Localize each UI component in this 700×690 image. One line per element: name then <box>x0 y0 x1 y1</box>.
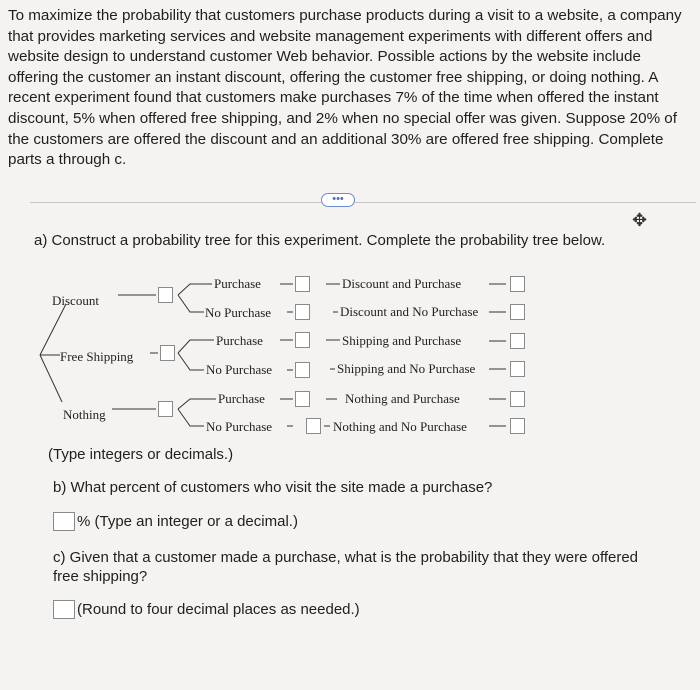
part-c-answer-input[interactable] <box>53 600 75 619</box>
outcome-no-purchase-1: No Purchase <box>205 305 272 320</box>
discount-purchase-prob-input[interactable] <box>295 276 310 292</box>
outcome-no-purchase-2: No Purchase <box>206 362 273 377</box>
part-b-answer-input[interactable] <box>53 512 75 531</box>
joint-label-3: Shipping and Purchase <box>342 333 462 348</box>
outcome-purchase-2: Purchase <box>216 333 263 348</box>
part-c-prompt: c) Given that a customer made a purchase, what is the probability that they were offered free shipping? <box>53 549 639 585</box>
part-b-answer-row <box>53 512 298 531</box>
discount-no-purchase-prob-input[interactable] <box>295 304 310 320</box>
joint-label-4: Shipping and No Purchase <box>337 361 476 376</box>
part-b-prompt: b) What percent of customers who visit the site made a purchase? <box>53 479 493 496</box>
more-options-button[interactable]: ••• <box>321 193 355 207</box>
part-a-prompt: a) Construct a probability tree for this experiment. Complete the probability tree below. <box>34 232 606 249</box>
shipping-prob-input[interactable] <box>160 345 175 361</box>
joint-shipping-purchase-input[interactable] <box>510 333 525 349</box>
type-note: (Type integers or decimals.) <box>48 446 234 463</box>
joint-label-2: Discount and No Purchase <box>340 304 479 319</box>
joint-label-6: Nothing and No Purchase <box>333 419 467 434</box>
outcome-purchase-3: Purchase <box>218 391 265 406</box>
branch-free-shipping: Free Shipping <box>60 349 134 364</box>
nothing-prob-input[interactable] <box>158 401 173 417</box>
joint-nothing-purchase-input[interactable] <box>510 391 525 407</box>
discount-prob-input[interactable] <box>158 287 173 303</box>
joint-nothing-no-purchase-input[interactable] <box>510 418 525 434</box>
branch-discount: Discount <box>52 293 99 308</box>
joint-discount-no-purchase-input[interactable] <box>510 304 525 320</box>
shipping-purchase-prob-input[interactable] <box>295 332 310 348</box>
nothing-purchase-prob-input[interactable] <box>295 391 310 407</box>
problem-statement: To maximize the probability that customers purchase products during a visit to a website, a company that provides marketing services and website management experiments with different offers and website design to understand customer Web behavior. Possible actions by the website include offering the customer an instant discount, offering the customer free shipping, or doing nothing. A recent experiment found that customers make purchases 7% of the time when offered the instant discount, 5% when offered free shipping, and 2% when no special offer was given. Suppose 20% of the customers are offered the discount and an additional 30% are offered free shipping. Complete parts a through c. <box>8 7 682 169</box>
move-icon[interactable]: ✥ <box>632 210 648 230</box>
shipping-no-purchase-prob-input[interactable] <box>295 362 310 378</box>
part-b-suffix: % (Type an integer or a decimal.) <box>77 513 298 530</box>
joint-discount-purchase-input[interactable] <box>510 276 525 292</box>
part-c-answer-row <box>53 600 360 619</box>
outcome-no-purchase-3: No Purchase <box>206 419 273 434</box>
outcome-purchase-1: Purchase <box>214 276 261 291</box>
part-c-suffix: (Round to four decimal places as needed.) <box>77 601 360 618</box>
joint-label-5: Nothing and Purchase <box>345 391 460 406</box>
joint-shipping-no-purchase-input[interactable] <box>510 361 525 377</box>
branch-nothing: Nothing <box>63 407 106 422</box>
nothing-no-purchase-prob-input[interactable] <box>306 418 321 434</box>
joint-label-1: Discount and Purchase <box>342 276 462 291</box>
